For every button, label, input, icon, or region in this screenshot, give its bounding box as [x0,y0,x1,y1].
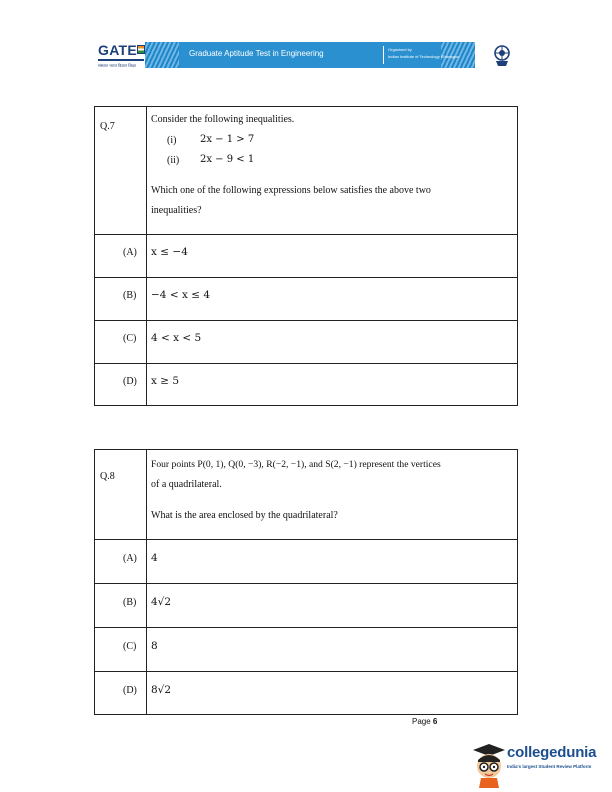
question-number: Q.8 [100,471,115,482]
flag-icon [137,45,145,54]
collegedunia-logo [467,742,607,788]
option-label: (B) [123,597,137,608]
option-row [95,671,517,714]
option-row [95,363,517,405]
page-number-value: 6 [432,717,438,726]
option-label: (D) [123,376,137,387]
option-row [95,234,517,277]
organizer-label: Organised by [388,47,412,52]
option-row [95,583,517,627]
option-value: x ≥ 5 [151,375,180,387]
page-number [412,717,437,726]
question-stem: What is the area enclosed by the quadrilateral? [151,510,338,521]
option-label: (A) [123,247,137,258]
organizer-name: Indian Institute of Technology Kharagpur [388,54,460,59]
option-label: (C) [123,641,137,652]
question-number: Q.7 [100,121,115,132]
iit-emblem-icon [491,44,513,68]
question-stem: of a quadrilateral. [151,479,222,490]
option-value: x ≤ −4 [151,246,188,258]
option-value: −4 < x ≤ 4 [151,289,211,301]
question-8 [94,449,518,715]
banner-divider [383,46,384,64]
option-value: 4√2 [151,596,172,608]
option-value: 8 [151,640,158,652]
question-7 [94,106,518,406]
option-row [95,320,517,363]
option-label: (D) [123,685,137,696]
gate-logo [97,42,149,70]
option-value: 4 [151,552,158,564]
question-stem: inequalities? [151,205,202,216]
question-stem: Which one of the following expressions below satisfies the above two [151,185,431,196]
gate-tagline: संस्थान भारत विज्ञान शिक्षा [98,63,136,68]
banner-title: Graduate Aptitude Test in Engineering [189,49,324,58]
student-mascot-icon [467,742,507,788]
page-label: Page [412,717,431,726]
logo-underline [98,59,144,61]
option-row [95,539,517,583]
inequality-label: (i) [167,135,177,146]
question-stem: Four points P(0, 1), Q(0, −3), R(−2, −1), and S(2, −1) represent the vertices [151,459,441,470]
brand-name: collegedunia [507,744,597,761]
option-row [95,627,517,671]
brand-tagline: India's largest Student Review Platform [507,764,592,769]
page-header [97,40,521,72]
option-label: (C) [123,333,137,344]
inequality-expression: 2x − 9 < 1 [200,154,255,165]
inequality-expression: 2x − 1 > 7 [200,134,255,145]
option-value: 8√2 [151,684,172,696]
option-label: (A) [123,553,137,564]
gate-logo-text: GATE [98,42,138,58]
option-value: 4 < x < 5 [151,332,202,344]
inequality-label: (ii) [167,155,180,166]
header-banner [145,42,475,68]
option-label: (B) [123,290,137,301]
option-row [95,277,517,320]
question-stem: Consider the following inequalities. [151,114,295,125]
